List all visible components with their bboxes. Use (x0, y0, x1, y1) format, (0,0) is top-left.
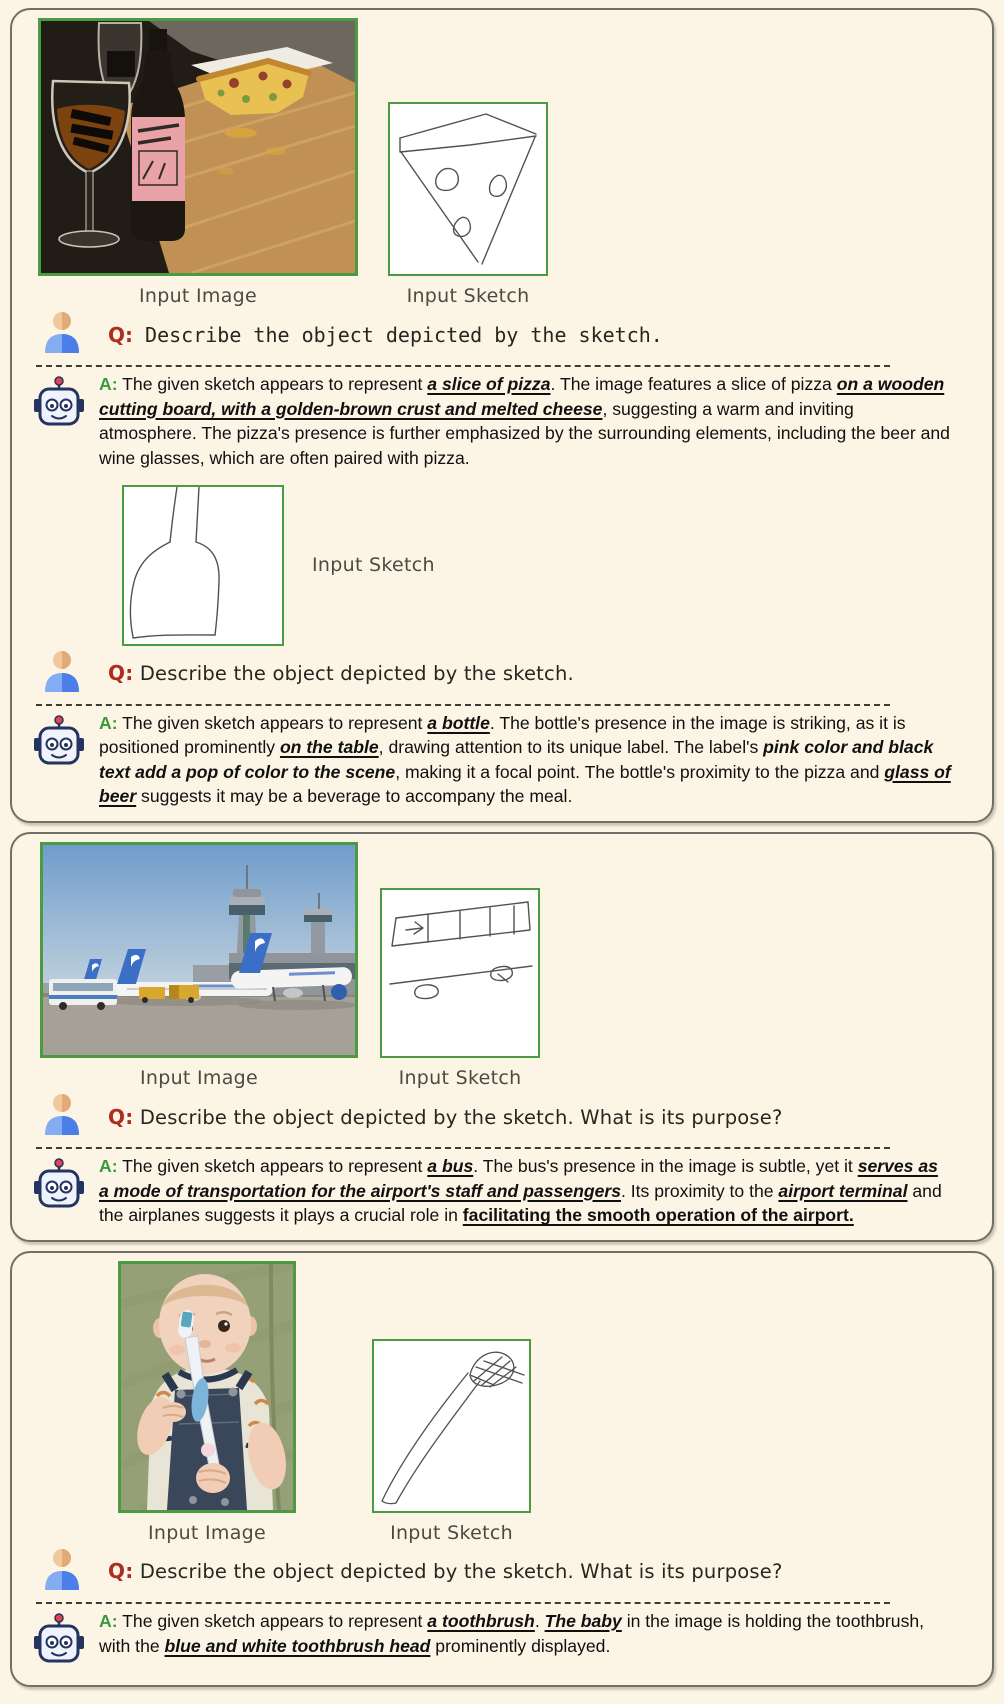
pizza-input-sketch (388, 102, 548, 307)
input-sketch-caption: Input Sketch (406, 285, 530, 307)
question-text: Q: Describe the object depicted by the sketch. What is its purpose? (108, 1104, 783, 1129)
input-image-caption: Input Image (139, 1067, 259, 1089)
pizza-photo (38, 18, 358, 276)
answer-text: A: The given sketch appears to represent a bottle. The bottle's presence in the image is striking, as it is positioned prominently on the table, drawing attention to its unique label. The label's pink color and black text add a pop of color to the scene, making it a focal point. The bottle's proximity to the pizza and glass of beer suggests it may be a beverage to accompany the meal. (99, 712, 951, 807)
answer-text: A: The given sketch appears to represent a toothbrush. The baby in the image is holding the toothbrush, with the blue and white toothbrush head prominently displayed. (99, 1610, 925, 1656)
answer-prefix: A: (99, 1156, 118, 1176)
question-row (42, 1548, 978, 1595)
question-text: Q: Describe the object depicted by the sketch. (108, 322, 663, 347)
qa-divider (36, 1602, 890, 1604)
answer-row (32, 1152, 978, 1228)
pizza-input-image (38, 18, 358, 307)
answer-text: A: The given sketch appears to represent a slice of pizza. The image features a slice of pizza on a wooden cutting board, with a golden-brown crust and melted cheese, suggesting a warm and inviting atmosphere. The pizza's presence is further emphasized by the surrounding elements, including the beer and wine glasses, which are often paired with pizza. (99, 374, 950, 468)
bottle-sketch-row (122, 485, 978, 646)
robot-assistant-icon (32, 375, 86, 436)
user-avatar-icon (42, 1548, 82, 1595)
qa-divider (36, 704, 890, 706)
figure-row (118, 1261, 978, 1544)
airport-input-image (40, 842, 358, 1089)
answer-prefix: A: (99, 712, 118, 733)
user-avatar-icon (42, 650, 82, 697)
robot-assistant-icon (32, 1157, 86, 1218)
baby-input-image (118, 1261, 296, 1544)
question-row (42, 311, 978, 358)
robot-assistant-icon (32, 1612, 86, 1673)
example-panel-airport-bus (10, 832, 994, 1242)
toothbrush-input-sketch (372, 1339, 531, 1513)
answer-text: A: The given sketch appears to represent a bus. The bus's presence in the image is subtle, yet it serves as a mode of transportation for the airport's staff and passengers. Its proximity to the airport terminal and the airplanes suggests it plays a crucial role in facilitating the smooth operation of the airport. (99, 1156, 942, 1226)
question-row (42, 1093, 978, 1140)
example-panel-pizza-bottle (10, 8, 994, 823)
toothbrush-input-sketch-figure (372, 1339, 531, 1544)
question-row (42, 650, 978, 697)
robot-assistant-icon (32, 714, 86, 775)
question-prefix: Q: (108, 661, 134, 685)
baby-photo (118, 1261, 296, 1513)
answer-row (32, 1607, 978, 1673)
bus-input-sketch (380, 888, 540, 1058)
answer-row (32, 709, 978, 810)
airport-photo (40, 842, 358, 1058)
input-image-caption: Input Image (147, 1521, 267, 1544)
question-text: Q: Describe the object depicted by the sketch. What is its purpose? (108, 1559, 783, 1584)
question-text: Q: Describe the object depicted by the sketch. (108, 661, 574, 685)
user-avatar-icon (42, 311, 82, 358)
input-sketch-caption: Input Sketch (312, 554, 435, 576)
input-sketch-caption: Input Sketch (390, 1521, 513, 1544)
bottle-input-sketch (122, 485, 284, 646)
figure-row (40, 842, 978, 1089)
question-prefix: Q: (108, 322, 133, 347)
example-panel-baby-toothbrush (10, 1251, 994, 1687)
answer-row (32, 370, 978, 471)
pizza-sketch (388, 102, 548, 276)
bus-input-sketch-figure (380, 888, 540, 1089)
question-prefix: Q: (108, 1559, 134, 1584)
input-sketch-caption: Input Sketch (398, 1067, 522, 1089)
answer-prefix: A: (99, 374, 118, 394)
qa-divider (36, 1147, 890, 1149)
qa-divider (36, 365, 890, 367)
question-prefix: Q: (108, 1104, 134, 1129)
figure-row (38, 18, 978, 307)
user-avatar-icon (42, 1093, 82, 1140)
input-image-caption: Input Image (138, 285, 258, 307)
answer-prefix: A: (99, 1610, 118, 1631)
